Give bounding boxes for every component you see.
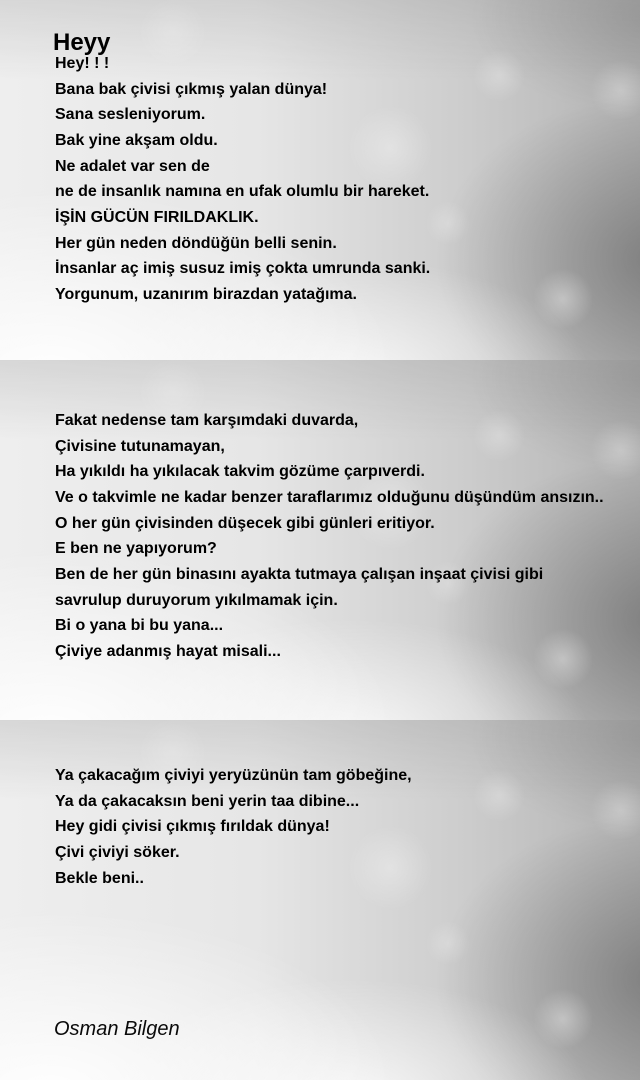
poem-stanza-3 <box>55 763 412 891</box>
poem-line: Ve o takvimle ne kadar benzer taraflarımız olduğunu düşündüm ansızın.. <box>55 488 604 506</box>
poem-line: O her gün çivisinden düşecek gibi günleri eritiyor. <box>55 514 435 532</box>
poem-line: Çivi çiviyi söker. <box>55 843 180 861</box>
poem-line: Çivisine tutunamayan, <box>55 437 225 455</box>
poem-line: Sana sesleniyorum. <box>55 106 206 124</box>
poem-line: E ben ne yapıyorum? <box>55 540 217 558</box>
poem-line: Ha yıkıldı ha yıkılacak takvim gözüme çarpıverdi. <box>55 463 425 481</box>
poem-line: Yorgunum, uzanırım birazdan yatağıma. <box>55 285 357 303</box>
poem-line: savrulup duruyorum yıkılmamak için. <box>55 591 338 609</box>
poem-stanza-1 <box>55 51 430 308</box>
poem-line: Bi o yana bi bu yana... <box>55 617 224 635</box>
poem-line: Bak yine akşam oldu. <box>55 131 218 149</box>
poem-line: Çiviye adanmış hayat misali... <box>55 642 281 660</box>
poem-line: Her gün neden döndüğün belli senin. <box>55 234 337 252</box>
poem-line: Ne adalet var sen de <box>55 157 210 175</box>
poem-line: Ben de her gün binasını ayakta tutmaya çalışan inşaat çivisi gibi <box>55 565 544 583</box>
poem-line: Fakat nedense tam karşımdaki duvarda, <box>55 412 359 429</box>
poem-title: Heyy <box>53 29 111 57</box>
poem-line: Bekle beni.. <box>55 869 144 887</box>
poem-line: Ya da çakacaksın beni yerin taa dibine... <box>55 792 360 810</box>
poem-line: İŞİN GÜCÜN FIRILDAKLIK. <box>55 208 259 226</box>
poem-line: Bana bak çivisi çıkmış yalan dünya! <box>55 80 328 98</box>
poem-author: Osman Bilgen <box>54 1018 180 1040</box>
poem-line: Ya çakacağım çiviyi yeryüzünün tam göbeğine, <box>55 767 412 784</box>
poem-line: Hey gidi çivisi çıkmış fırıldak dünya! <box>55 818 330 836</box>
poem-line: İnsanlar aç imiş susuz imiş çokta umrunda sanki. <box>55 260 431 278</box>
poem-stanza-2 <box>55 408 604 665</box>
poem-line: ne de insanlık namına en ufak olumlu bir hareket. <box>55 183 430 201</box>
poem-line: Hey! ! ! <box>55 55 110 72</box>
